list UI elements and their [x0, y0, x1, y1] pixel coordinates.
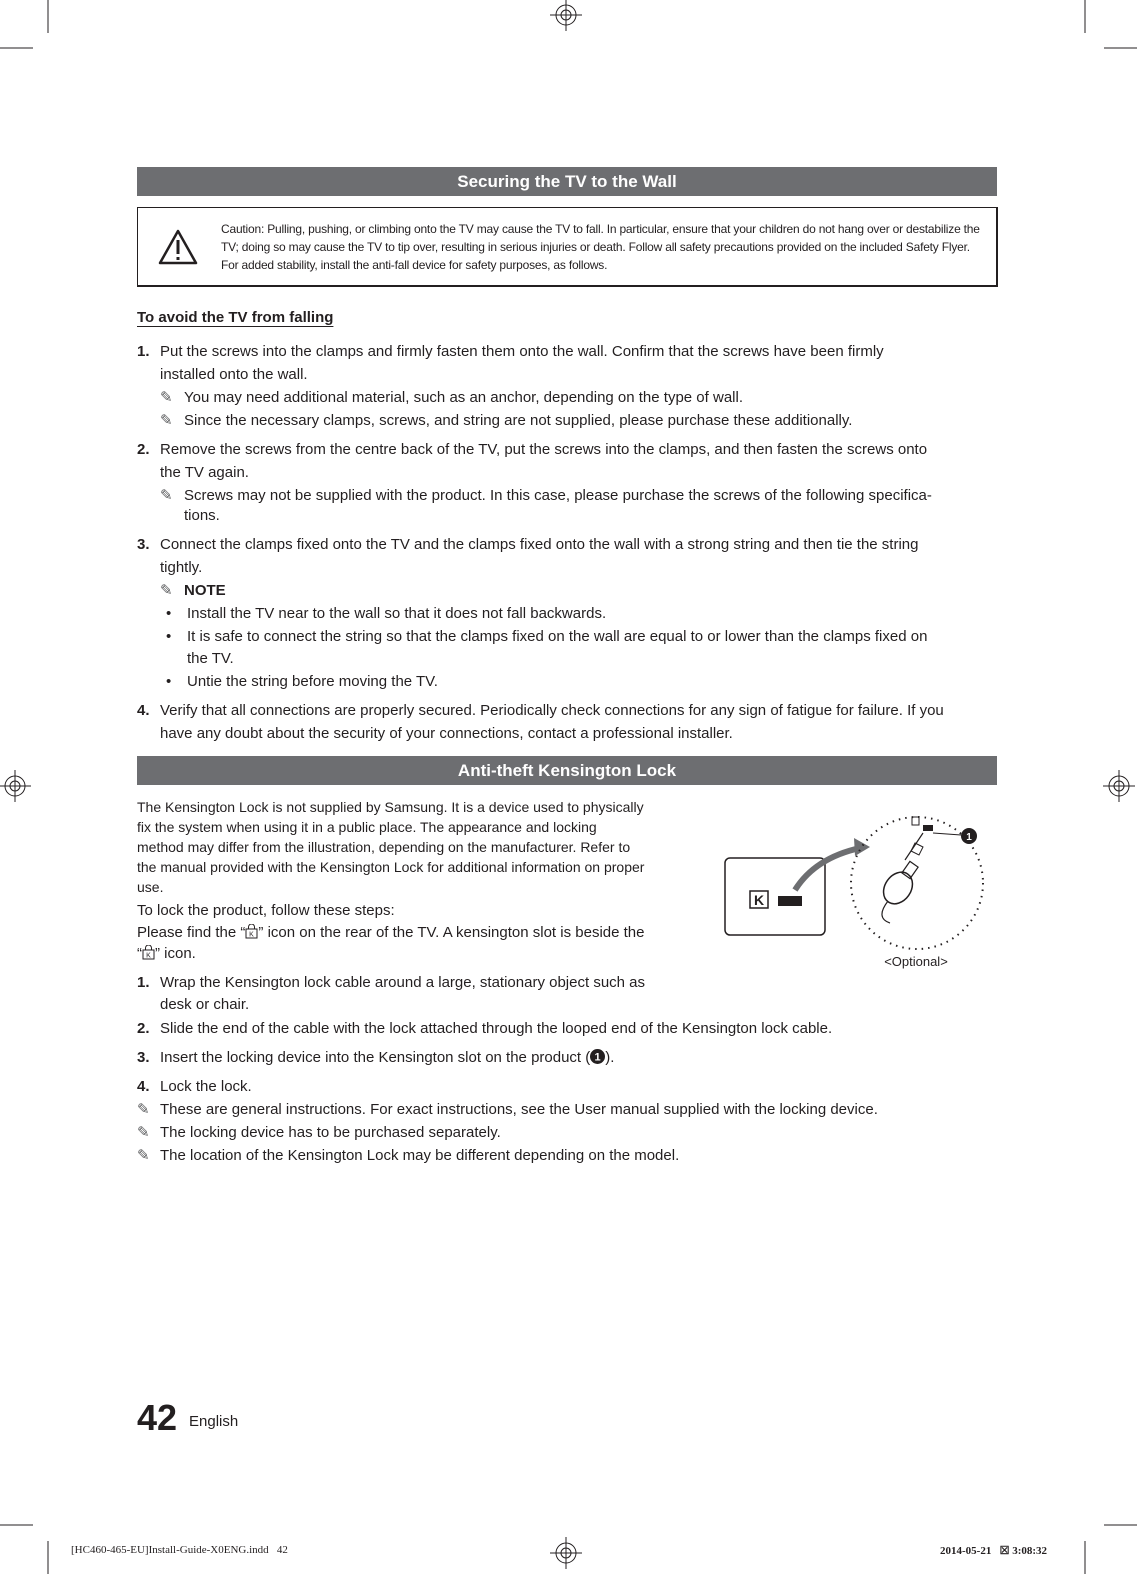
step-text: installed onto the wall. [160, 366, 308, 383]
pencil-note-icon: ✎ [137, 1147, 150, 1164]
step-text: Slide the end of the cable with the lock attached through the looped end of the Kensington lock cable. [160, 1020, 833, 1037]
step-text: Wrap the Kensington lock cable around a large, stationary object such as [160, 974, 646, 991]
icon-line-text-b: ” icon. [155, 945, 196, 962]
kensington-icon [142, 945, 155, 960]
section-title-kensington: Anti-theft Kensington Lock [137, 756, 997, 785]
find-icon-text [137, 921, 645, 944]
note-text: Screws may not be supplied with the product. In this case, please purchase the screws of the following specifica- [184, 487, 932, 504]
kensington-lock-illustration [720, 798, 1000, 973]
caution-label: Caution [221, 222, 261, 236]
bullet-icon: • [166, 673, 172, 690]
svg-text:K: K [249, 931, 255, 939]
step-text: Connect the clamps fixed onto the TV and the clamps fixed onto the wall with a strong string and then tie the string [160, 536, 919, 553]
step-text: tightly. [160, 559, 203, 576]
section-title-securing-tv: Securing the TV to the Wall [137, 167, 997, 196]
bullet-text: Untie the string before moving the TV. [187, 673, 438, 690]
pencil-note-icon: ✎ [160, 389, 173, 406]
bullet-text: It is safe to connect the string so that the clamps fixed on the wall are equal to or lower than the clamps fixed on [187, 628, 928, 645]
intro-text: the manual provided with the Kensington Lock for additional information on proper [137, 859, 645, 875]
intro-text: use. [137, 879, 164, 895]
caution-body: : Pulling, pushing, or climbing onto the TV may cause the TV to fall. In particular, ensure that your children do not hang over or destabilize the TV; doing so may cause the TV to tip over, resulting in serious injuries or death. Follow all safety precautions provided on the included Safety Flyer. For added stability, install the anti-fall device for safety purposes, as follows. [221, 222, 980, 272]
caution-text [221, 220, 987, 274]
note-text: You may need additional material, such as an anchor, depending on the type of wall. [184, 389, 743, 406]
bullet-icon: • [166, 605, 172, 622]
step-text: desk or chair. [160, 996, 250, 1013]
pencil-note-icon: ✎ [137, 1101, 150, 1118]
icon-line-text-a: “ [137, 945, 142, 962]
step-number: 4. [137, 702, 150, 719]
icon-line-text [137, 942, 196, 965]
page-number: 42 [137, 1397, 178, 1438]
step-text: Lock the lock. [160, 1078, 252, 1095]
optional-label: <Optional> [884, 954, 948, 969]
intro-text: The Kensington Lock is not supplied by Samsung. It is a device used to physically [137, 799, 644, 815]
step-text [160, 1046, 614, 1069]
pencil-note-icon: ✎ [160, 582, 173, 599]
step-number: 2. [137, 441, 150, 458]
caution-box [137, 207, 998, 287]
bullet-text: Install the TV near to the wall so that it does not fall backwards. [187, 605, 607, 622]
to-lock-text: To lock the product, follow these steps: [137, 902, 395, 919]
svg-text:1: 1 [966, 832, 972, 843]
warning-triangle-icon [157, 228, 199, 266]
step-text: the TV again. [160, 464, 249, 481]
find-icon-text-a: Please find the “ [137, 924, 246, 941]
intro-text: fix the system when using it in a public place. The appearance and locking [137, 819, 597, 835]
note-text: These are general instructions. For exact instructions, see the User manual supplied with the locking device. [160, 1101, 878, 1118]
step-number: 3. [137, 1049, 150, 1066]
kensington-icon [245, 924, 258, 939]
find-icon-text-b: ” icon on the rear of the TV. A kensington slot is beside the [258, 924, 645, 941]
pencil-note-icon: ✎ [160, 487, 173, 504]
note-text: tions. [184, 507, 220, 524]
note-text: Since the necessary clamps, screws, and string are not supplied, please purchase these additionally. [184, 412, 853, 429]
note-text: The location of the Kensington Lock may be different depending on the model. [160, 1147, 680, 1164]
subheading-avoid-falling: To avoid the TV from falling [137, 309, 334, 326]
step-text: Verify that all connections are properly secured. Periodically check connections for any sign of fatigue for failure. If you [160, 702, 944, 719]
step-text: Remove the screws from the centre back of the TV, put the screws into the clamps, and then fasten the screws onto [160, 441, 928, 458]
step-text-a: Insert the locking device into the Kensington slot on the product ( [160, 1049, 591, 1066]
slug-right: 2014-05-21 ☒ 3:08:32 [940, 1545, 1048, 1557]
step-text: have any doubt about the security of your connections, contact a professional installer. [160, 725, 733, 742]
step-number: 1. [137, 974, 150, 991]
k-label: K [753, 892, 765, 908]
step-number: 2. [137, 1020, 150, 1037]
bullet-text: the TV. [187, 650, 234, 667]
svg-text:K: K [146, 952, 151, 960]
page-language: English [189, 1413, 239, 1430]
step-text: Put the screws into the clamps and firmly fasten them onto the wall. Confirm that the screws have been firmly [160, 343, 884, 360]
intro-text: method may differ from the illustration, depending on the manufacturer. Refer to [137, 839, 631, 855]
pencil-note-icon: ✎ [160, 412, 173, 429]
callout-number-text: 1 [594, 1051, 601, 1064]
step-number: 1. [137, 343, 150, 360]
step-number: 3. [137, 536, 150, 553]
slug-left: [HC460-465-EU]Install-Guide-X0ENG.indd 42 [71, 1544, 288, 1556]
note-heading: NOTE [184, 582, 226, 599]
note-text: The locking device has to be purchased separately. [160, 1124, 501, 1141]
bullet-icon: • [166, 628, 172, 645]
pencil-note-icon: ✎ [137, 1124, 150, 1141]
step-number: 4. [137, 1078, 150, 1095]
step-text-b: ). [605, 1049, 615, 1066]
callout-number-icon [590, 1049, 605, 1064]
